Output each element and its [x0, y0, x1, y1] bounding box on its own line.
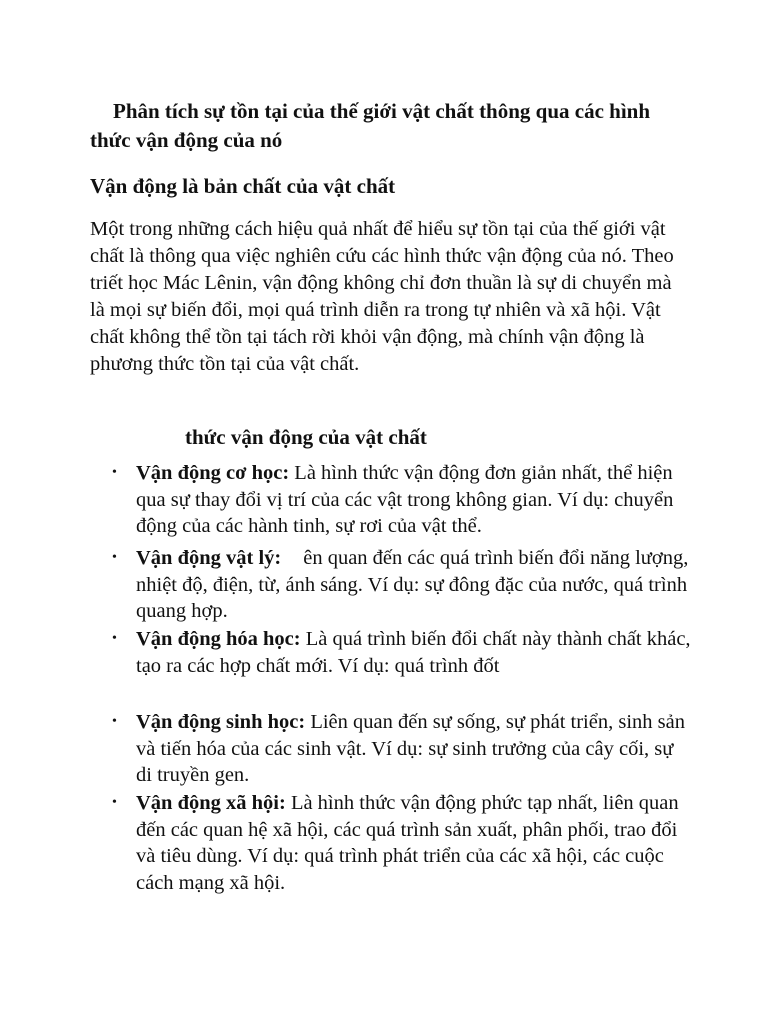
list-item-text: Là hình thức vận động đơn giản nhất, thể hiện qua sự thay đổi vị trí của các vật trong không gian. Ví dụ: chuyển động của các hành tinh, sự rơi của vật thể.	[136, 462, 674, 537]
list-item-body	[136, 709, 692, 789]
list-item-body	[136, 790, 692, 896]
list-item-text: ên quan đến các quá trình biến đổi năng lượng, nhiệt độ, điện, từ, ánh sáng. Ví dụ: sự đông đặc của nước, quá trình quang hợp.	[136, 547, 689, 622]
bullet-icon: •	[112, 465, 117, 480]
intro-paragraph: Một trong những cách hiệu quả nhất để hiểu sự tồn tại của thế giới vật chất là thông qua việc nghiên cứu các hình thức vận động của nó. Theo triết học Mác Lênin, vận động không chỉ đơn thuần là sự di chuyển mà là mọi sự biến đổi, mọi quá trình diễn ra trong tự nhiên và xã hội. Vật chất không thể tồn tại tách rời khỏi vận động, mà chính vận động là phương thức tồn tại của vật chất.	[90, 218, 674, 375]
list-item-term: Vận động vật lý:	[136, 547, 282, 569]
list-item-term: Vận động cơ học:	[136, 462, 290, 484]
bullet-icon: •	[112, 714, 117, 729]
section-heading: Vận động là bản chất của vật chất	[90, 174, 396, 198]
list-item-body	[136, 626, 692, 679]
list-item-text: Là quá trình biến đổi chất này thành chất khác, tạo ra các hợp chất mới. Ví dụ: quá trình đốt	[136, 628, 691, 677]
list-item-term: Vận động xã hội:	[136, 792, 286, 814]
bullet-icon: •	[112, 631, 117, 646]
list-item-text: Là hình thức vận động phức tạp nhất, liên quan đến các quan hệ xã hội, các quá trình sản xuất, phân phối, trao đổi và tiêu dùng. Ví dụ: quá trình phát triển của các xã hội, các cuộc cách mạng xã hội.	[136, 792, 679, 894]
bullet-icon: •	[112, 550, 117, 565]
list-item-body	[136, 460, 692, 540]
list-item-text: Liên quan đến sự sống, sự phát triển, sinh sản và tiến hóa của các sinh vật. Ví dụ: sự sinh trưởng của cây cối, sự di truyền gen.	[136, 711, 685, 786]
document-title: Phân tích sự tồn tại của thế giới vật chất thông qua các hình thức vận động của nó	[90, 99, 651, 152]
movement-forms-subheading: thức vận động của vật chất	[185, 425, 427, 449]
list-item-body	[136, 545, 692, 625]
list-item-term: Vận động sinh học:	[136, 711, 306, 733]
bullet-icon: •	[112, 795, 117, 810]
list-item-term: Vận động hóa học:	[136, 628, 301, 650]
